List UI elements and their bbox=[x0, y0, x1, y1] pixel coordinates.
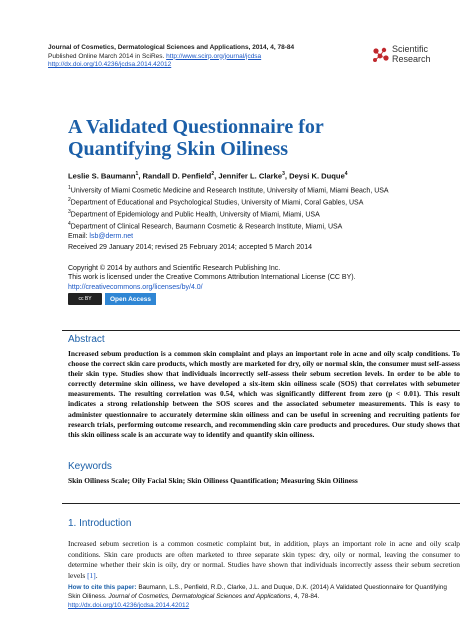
author-name: Deysi K. Duque bbox=[289, 171, 345, 181]
email-link[interactable]: lsb@derm.net bbox=[89, 233, 134, 241]
journal-url-link[interactable]: http://www.scirp.org/journal/jcdsa bbox=[166, 52, 262, 60]
logo-line2: Research bbox=[392, 54, 431, 64]
affiliation: $^3$Department of Epidemiology and Public Health, University of Miami, Miami, USA bbox=[68, 209, 320, 219]
affiliations bbox=[68, 184, 458, 242]
journal-header bbox=[48, 44, 378, 70]
citation-label: How to cite this paper: bbox=[68, 584, 139, 591]
reference-link[interactable]: [1] bbox=[87, 570, 96, 580]
license-badges bbox=[68, 293, 156, 305]
received-dates: Received 29 January 2014; revised 25 February 2014; accepted 5 March 2014 bbox=[68, 244, 312, 251]
journal-name: Journal of Cosmetics, Dermatological Sciences and Applications, 2014, 4, 78-84 bbox=[48, 44, 295, 51]
abstract-heading: Abstract bbox=[68, 334, 105, 345]
keywords-text: Skin Oiliness Scale; Oily Facial Skin; Skin Oiliness Quantification; Measuring Skin Oiliness bbox=[68, 476, 358, 485]
license-link[interactable]: http://creativecommons.org/licenses/by/4.0/ bbox=[68, 283, 203, 291]
abstract-text: Increased sebum production is a common skin complaint and plays an important role in acne and oily scalp conditions. To choose the correct skin care products, which mostly are marketed for dry, oily or normal skin, the consumer must self-assess their skin type. Studies show that individuals incorrectly self-assess their sebum secretion levels. In order to be able to correctly determine skin oiliness, we have developed a six-item skin oiliness scale (SOS) that correlates with sebumeter measurements. The resulting correlation was 0.54, which was significantly different from zero (p < 0.01). This result indicates a strong relationship between the SOS scores and the associated sebumeter measurements. This is easy to administer questionnaire to accurately determine skin oiliness and can be useful in screening and recruiting patients for research trials, performing outcome research, and recommending skin care products and procedures. Our study shows that this skin oiliness scale is an accurate way to identify and quantify skin oiliness. bbox=[68, 349, 460, 439]
divider bbox=[62, 330, 460, 331]
email-line: Email: lsb@derm.net bbox=[68, 233, 134, 241]
citation-doi-link[interactable]: http://dx.doi.org/10.4236/jcdsa.2014.42012 bbox=[68, 602, 190, 609]
author-name: Jennifer L. Clarke bbox=[218, 171, 283, 181]
keywords-heading: Keywords bbox=[68, 461, 112, 472]
cc-by-badge[interactable]: cc BY bbox=[68, 293, 102, 305]
published-text: Published Online March 2014 in SciRes. bbox=[48, 52, 167, 60]
published-line bbox=[48, 53, 378, 62]
introduction-heading: 1. Introduction bbox=[68, 518, 132, 529]
scientific-research-logo bbox=[372, 44, 464, 70]
affiliation: $^2$Department of Educational and Psychological Studies, University of Miami, Coral Gables, USA bbox=[68, 197, 364, 207]
molecule-icon bbox=[372, 46, 390, 64]
citation-block: How to cite this paper: Baumann, L.S., Penfield, R.D., Clarke, J.L. and Duque, D.K. (2014) A Validated Questionnaire for Quantifying Skin Oiliness. Journal of Cosmetics, Dermatological Sciences and Applications, 4, 78-84. http://dx.doi.org/10.4236/jcdsa.2014.42012 bbox=[68, 584, 447, 609]
introduction-text: Increased sebum secretion is a common cosmetic complaint but, in addition, plays an important role in acne and oily scalp conditions. Skin care products are often marketed to three separate skin types: dry, oily or normal, leaving the consumer to determine whether their skin is oily, dry or normal. Studies have shown that individuals incorrectly assess their sebum secretion levels [1]. bbox=[68, 539, 460, 580]
affiliation: $^1$University of Miami Cosmetic Medicine and Research Institute, University of Miami, Miami Beach, USA bbox=[68, 185, 389, 195]
copyright-line: Copyright © 2014 by authors and Scientific Research Publishing Inc. bbox=[68, 265, 281, 272]
license-line: This work is licensed under the Creative Commons Attribution International License (CC BY). bbox=[68, 274, 356, 282]
author-name: Randall D. Penfield bbox=[142, 171, 212, 181]
divider bbox=[62, 503, 460, 504]
affiliation: $^4$Department of Clinical Research, Baumann Cosmetic & Research Institute, Miami, USA bbox=[68, 221, 343, 231]
paper-title: A Validated Questionnaire for Quantifying Skin Oiliness bbox=[68, 116, 324, 160]
author-list: Leslie S. Baumann$^1$, Randall D. Penfield$^2$, Jennifer L. Clarke$^3$, Deysi K. Duque$^4$ bbox=[68, 171, 348, 181]
open-access-badge[interactable]: Open Access bbox=[105, 293, 156, 305]
copyright-block bbox=[68, 264, 458, 292]
author-name: Leslie S. Baumann bbox=[68, 171, 136, 181]
doi-link[interactable]: http://dx.doi.org/10.4236/jcdsa.2014.42012 bbox=[48, 61, 172, 68]
logo-line1: Scientific bbox=[392, 44, 429, 54]
